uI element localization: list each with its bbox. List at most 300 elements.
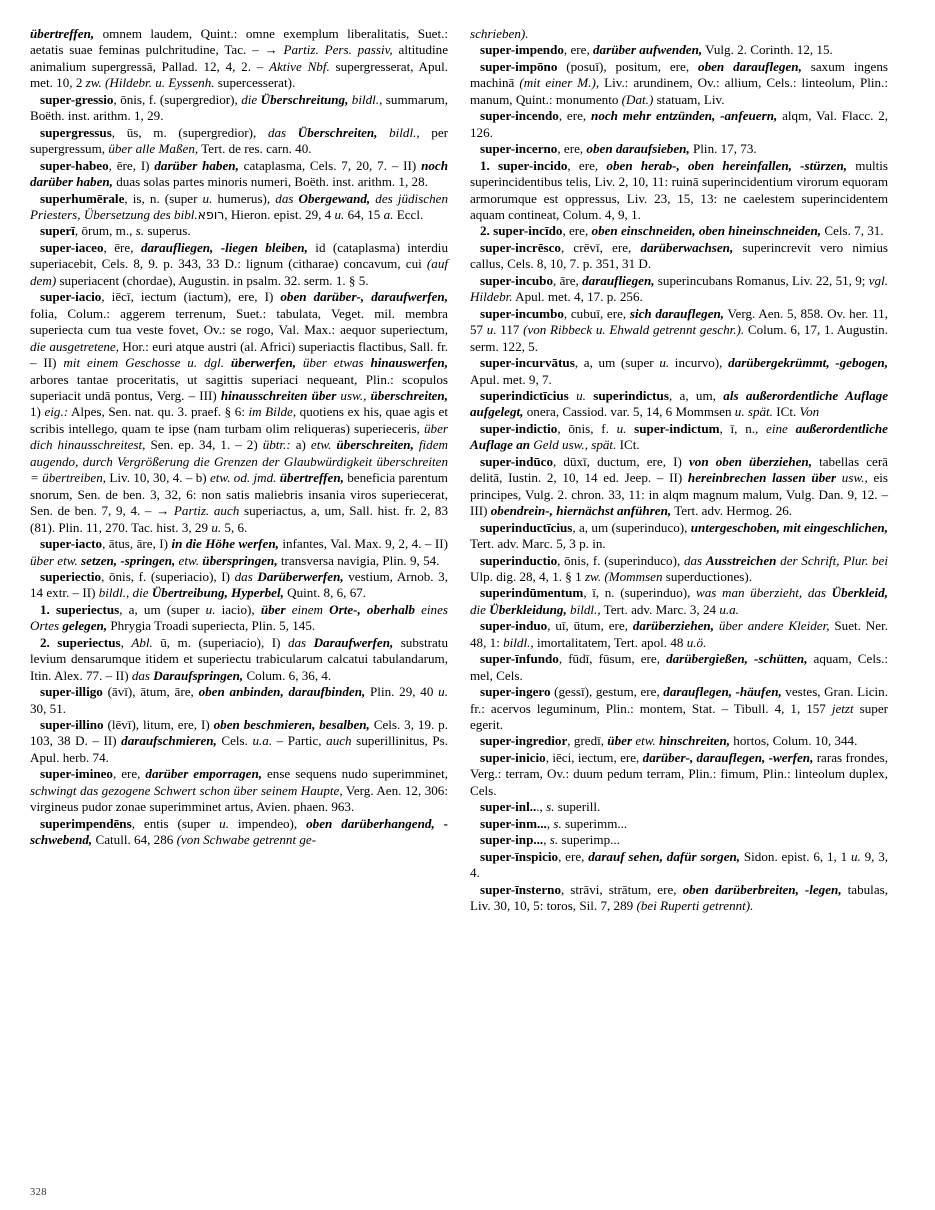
german-gloss: Überkleidung, <box>489 601 567 617</box>
latin-text: Verg. Aen. 5, 858. Ov. her. 11, 57 <box>470 305 889 338</box>
latin-text: hortos, Colum. 10, 344. <box>730 733 858 749</box>
german-gloss: übertreffen, <box>279 470 344 486</box>
german-gloss: oben beschmieren, besalben, <box>213 717 370 733</box>
italic-note: u. <box>659 355 670 371</box>
german-gloss: Übertreibung, Hyperbel, <box>151 585 284 601</box>
dictionary-entry <box>30 191 448 224</box>
german-gloss: Ausstreichen <box>705 552 781 568</box>
latin-text: saxum ingens machinā <box>470 58 889 91</box>
dictionary-entry <box>30 240 448 289</box>
italic-note: die <box>470 601 490 617</box>
latin-text: , <box>120 634 132 650</box>
italic-note: u.a. <box>719 601 739 617</box>
german-gloss: über <box>607 733 636 749</box>
headword: super-gressio <box>40 91 114 107</box>
latin-text: , ōnis, f. <box>557 420 617 436</box>
latin-text: , ere, <box>567 157 607 173</box>
latin-text: Plin. 17, 73. <box>689 141 757 157</box>
latin-text: Hor.: euri atque austri (al. Africi) superiactis flactibus, Sall. fr. – II) <box>30 338 448 371</box>
italic-note: das <box>275 190 299 206</box>
headword: super-indūco <box>480 453 553 469</box>
latin-text: supercesserat). <box>214 75 296 91</box>
latin-text: – Partic, <box>272 733 327 749</box>
latin-text: , ere, <box>558 108 592 124</box>
italic-note: u. <box>576 387 586 403</box>
italic-note: zw. (Mommsen <box>584 568 663 584</box>
latin-text: Eccl. <box>393 206 424 222</box>
headword: superindūmentum <box>480 585 584 601</box>
italic-note: Von <box>799 404 820 420</box>
german-gloss: darüberziehen, <box>632 618 714 634</box>
italic-note: bildl., die <box>98 585 152 601</box>
dictionary-entry <box>30 92 448 125</box>
headword: super-incurvātus <box>480 355 575 371</box>
dictionary-entry <box>470 849 888 882</box>
latin-text: ense sequens nudo superimminet, <box>262 766 448 782</box>
italic-note: bildl., <box>348 91 383 107</box>
latin-text: , ī, n., <box>719 420 767 436</box>
headword: superindictīcius <box>480 387 569 403</box>
italic-note: u. <box>219 815 229 831</box>
latin-text: omnem laudem, Quint.: omne exemplum liberalitatis, Suet.: aetatis suae feminas pulchritudine, Tac. – → <box>30 26 448 58</box>
latin-text: superincrevit vero nimius callus, Cels. 8, 10, 7. p. 351, 31 D. <box>470 239 888 272</box>
latin-text: altitudine animalium supergressā, Pallad. 12, 4, 2. – <box>30 42 449 74</box>
german-gloss: obendrein-, hiernächst anführen, <box>490 503 672 519</box>
dictionary-entry <box>470 651 888 684</box>
latin-text: vestium, Arnob. 3, 14 extr. – II) <box>30 568 448 601</box>
latin-text: cataplasma, Cels. 7, 20, 7. – II) <box>238 157 422 173</box>
latin-text: ū, m. (superiacio), I) <box>152 634 288 650</box>
latin-text: Apul. met. 9, 7. <box>470 371 552 387</box>
italic-note: über etw. <box>30 552 82 568</box>
dictionary-entry <box>470 421 888 454</box>
headword: superī <box>40 223 75 239</box>
italic-note: (Dat.) <box>621 91 654 107</box>
dictionary-entry <box>470 42 888 58</box>
dictionary-entry <box>470 141 888 157</box>
latin-text: onera, Cassiod. var. 5, 14, 6 Mommsen <box>523 404 735 420</box>
dictionary-entry <box>470 882 888 915</box>
german-gloss: Orte-, oberhalb <box>329 601 422 617</box>
italic-note: s. <box>553 815 562 831</box>
italic-note: der Schrift, Plur. bei <box>780 552 888 568</box>
latin-text <box>569 388 576 403</box>
headword: super-habeo <box>40 157 109 173</box>
italic-note: die <box>241 91 261 107</box>
dictionary-entry <box>470 223 888 239</box>
headword: superhumērale <box>40 190 125 206</box>
dictionary-entry <box>470 306 888 355</box>
hebrew-word: רופא <box>197 206 225 222</box>
two-column-layout <box>30 26 905 914</box>
italic-note: u. <box>334 206 345 222</box>
latin-text: , a, um, <box>668 387 724 403</box>
german-gloss: gelegen, <box>62 618 108 634</box>
italic-note: was man überzieht, das <box>696 585 832 601</box>
headword: super-impendo <box>480 42 564 58</box>
latin-text: 5, 6. <box>221 519 248 535</box>
german-gloss: überspringen, <box>202 552 278 568</box>
page-number: 328 <box>30 1187 47 1198</box>
headword: 1. super-incido <box>480 157 568 173</box>
german-gloss: sich darauflegen, <box>629 305 725 321</box>
latin-text: 9, 3, 4. <box>470 848 889 881</box>
italic-note: fidem augendo, durch Vergrößerung die Grenzen der Glaubwürdigkeit überschreiten = übertreiben, <box>30 437 448 486</box>
italic-note: s. <box>546 799 555 815</box>
latin-text: folia, Colum.: aggerem terrenum, Suet.: tabulata, Veget. mil. membra superiecta cum tua veste fovet, Ov.: se rogo, Val. Max.: aequor superiectum, <box>30 305 448 338</box>
italic-note: u. <box>211 519 222 535</box>
italic-note: Geld usw., spät. <box>533 437 617 453</box>
latin-text: imortalitatem, Tert. apol. 48 <box>533 634 687 650</box>
latin-text: Cels. <box>216 733 253 749</box>
italic-note: usw., <box>841 470 868 486</box>
dictionary-entry <box>470 832 888 848</box>
italic-note: u. spät. <box>734 404 773 420</box>
german-gloss: darüberwachsen, <box>640 239 734 255</box>
dictionary-entry <box>470 388 888 421</box>
headword: superinductio <box>480 552 558 568</box>
right-text-column <box>470 26 888 914</box>
dictionary-entry <box>470 585 888 618</box>
german-gloss: darübergießen, -schütten, <box>666 651 808 667</box>
italic-note: eine <box>766 420 796 436</box>
latin-text: , ere, <box>563 42 593 58</box>
latin-text: humerus), <box>212 190 276 206</box>
italic-note: das <box>683 552 706 568</box>
german-gloss: darauf sehen, dafür sorgen, <box>588 848 741 864</box>
italic-note: u. <box>205 601 216 617</box>
headword: super-illigo <box>40 684 103 700</box>
german-gloss: oben einschneiden, oben hineinschneiden, <box>591 223 822 239</box>
latin-text: , ātus, āre, I) <box>102 536 172 552</box>
dictionary-entry <box>30 684 448 717</box>
german-gloss: Daraufspringen, <box>153 667 244 683</box>
headword: super-iacto <box>40 536 103 552</box>
dictionary-entry <box>30 635 448 684</box>
headword: super-incendo <box>480 108 559 124</box>
latin-text: superimm... <box>561 815 628 831</box>
italic-note: usw., <box>340 387 371 403</box>
headword: superimpendēns <box>40 815 132 831</box>
italic-note: u. <box>486 322 497 338</box>
headword: super-illino <box>40 717 104 733</box>
german-gloss: Darüberwerfen, <box>257 568 344 584</box>
german-gloss: hereinbrechen lassen über <box>687 470 842 486</box>
dictionary-entry <box>30 816 448 849</box>
latin-text: , gredī, <box>567 733 608 749</box>
latin-text: superductiones). <box>662 568 752 584</box>
latin-text: , is, n. (super <box>124 190 203 206</box>
latin-text: ., <box>536 799 547 815</box>
italic-note: bildl., <box>377 124 420 140</box>
headword: super-indictio <box>480 420 558 436</box>
italic-note: eig.: <box>44 404 69 420</box>
latin-text: id (cataplasma) interdiu superiacebit, Cels. 8, 9. p. 343, 33 D.: lignum (citharae) concavum, cui <box>30 239 448 272</box>
headword: supergressus <box>40 124 112 140</box>
latin-text: Plin. 29, 40 <box>365 684 439 700</box>
italic-note: u. <box>202 190 213 206</box>
dictionary-entry <box>30 289 448 536</box>
german-gloss: oben herab-, oben hereinfallen, -stürzen, <box>606 157 848 173</box>
latin-text: tabellas cerā delitā, Iustin. 2, 10, 14 ed. Jeep. – II) <box>470 453 888 486</box>
german-gloss: Obergewand, <box>298 190 371 206</box>
latin-text: multis superincidentibus telis, Liv. 2, 10, 11: ruinā superincidentium virorum equoram armorumque est oppressus, Liv. 23, 15, 13: ne caelestem superincidentem aquam contineat, Colum. 4, 9, 1. <box>470 157 889 222</box>
german-gloss: Überschreitung, <box>260 91 349 107</box>
headword: super-inicio <box>480 749 546 765</box>
latin-text: Tert. de res. carn. 40. <box>198 141 312 157</box>
latin-text: , entis (super <box>131 815 220 831</box>
dictionary-entry <box>30 26 448 92</box>
latin-text: , <box>543 832 550 848</box>
german-gloss: oben daraufsieben, <box>586 141 690 157</box>
italic-note: über dich hinausschreitest, <box>30 420 448 453</box>
latin-text: , Hieron. epist. 29, 4 <box>224 206 335 222</box>
italic-note: Aktive Nbf. <box>269 58 330 74</box>
latin-text: , crēvī, ere, <box>560 239 641 255</box>
dictionary-entry <box>30 602 448 635</box>
german-gloss: überschreiten, <box>370 387 448 403</box>
latin-text: Colum. 6, 17, 1. Augustin. serm. 122, 5. <box>470 322 888 354</box>
latin-text: alqm, Val. Flacc. 2, 126. <box>470 108 889 140</box>
latin-text: quotiens ex his, quae agis et scribis intellego, quam te ipse (nam turbam olim reliqueras) superieceris, <box>30 404 448 436</box>
latin-text: Tert. adv. Marc. 5, 3 p. in. <box>470 536 606 552</box>
dictionary-entry <box>30 766 448 815</box>
latin-text: , a, um (super <box>119 601 206 617</box>
latin-text: Alpes, Sen. nat. qu. 3. praef. § 6: <box>68 404 249 420</box>
latin-text: , a, um (super <box>574 355 660 371</box>
headword: 2. superiectus <box>40 634 121 650</box>
german-gloss: oben darauflegen, <box>698 58 802 74</box>
italic-note: die ausgetretene, <box>30 338 120 354</box>
latin-text: superimp... <box>558 832 620 848</box>
german-gloss: von oben überziehen, <box>688 453 812 469</box>
latin-text: 64, 15 <box>344 206 384 222</box>
latin-text: , uī, ūtum, ere, <box>547 618 633 634</box>
latin-text: , ōrum, m., <box>74 223 136 239</box>
italic-note: schrieben). <box>470 26 529 41</box>
dictionary-entry <box>30 223 448 239</box>
headword: super-imineo <box>40 766 113 782</box>
italic-note: a. <box>383 206 394 222</box>
german-gloss: darüber aufwenden, <box>593 42 703 58</box>
headword: super-inm... <box>480 815 547 831</box>
latin-text: 30, 51. <box>30 700 67 716</box>
headword: super-incubo <box>480 272 553 288</box>
latin-text: transversa navigia, Plin. 9, 54. <box>277 552 440 568</box>
dictionary-entry <box>470 553 888 586</box>
headword: super-īnsterno <box>480 881 561 897</box>
dictionary-entry <box>30 717 448 766</box>
latin-text: eis principes, Vulg. 2. chron. 33, 11: in alqm magnum malum, Vulg. Dan. 9, 12. – III) <box>470 470 889 519</box>
italic-note: übtr.: <box>262 437 291 453</box>
latin-text: superus. <box>144 223 191 239</box>
german-gloss: daraufliegen, -liegen bleiben, <box>140 239 308 255</box>
italic-note: (bei Ruperti getrennt). <box>636 898 754 914</box>
german-gloss: darüber-, darauflegen, -werfen, <box>642 749 814 765</box>
latin-text: ICt. <box>616 437 640 453</box>
headword: super-iaceo <box>40 239 104 255</box>
latin-text: , cubuī, ere, <box>563 305 630 321</box>
german-gloss: daraufliegen, <box>582 272 655 288</box>
dictionary-entry <box>470 108 888 141</box>
italic-note: über andere Kleider, <box>713 618 830 634</box>
german-gloss: Daraufwerfen, <box>313 634 394 650</box>
dictionary-entry <box>470 26 888 42</box>
left-text-column <box>30 26 448 849</box>
latin-text: Sidon. epist. 6, 1, 1 <box>740 848 851 864</box>
latin-text: , fūdī, fūsum, ere, <box>558 651 667 667</box>
german-gloss: außerordentliche Auflage an <box>470 420 888 453</box>
german-gloss: oben darüber-, daraufwerfen, <box>280 289 448 305</box>
dictionary-entry <box>470 750 888 799</box>
latin-text: , iēci, iectum, ere, <box>545 749 643 765</box>
latin-text: per supergressum, <box>30 124 449 157</box>
latin-text: infantes, Val. Max. 9, 2, 4. – II) <box>278 536 448 552</box>
headword: 1. superiectus <box>40 601 120 617</box>
italic-note: Partiz. Pers. passiv, <box>283 42 393 58</box>
italic-note: vgl. Hildebr. <box>470 272 889 305</box>
latin-text: tabulas, Liv. 30, 10, 5: toros, Sil. 7, 289 <box>470 881 889 914</box>
latin-text: superiactus, a, um, Sall. hist. fr. 2, 83 (81). Plin. 11, 270. Tac. hist. 3, 29 <box>30 503 448 535</box>
dictionary-entry <box>470 520 888 553</box>
latin-text: superiacent (chordae), Augustin. in psalm. 32. serm. 1. § 5. <box>56 272 369 288</box>
german-gloss: setzen, -springen, <box>81 552 176 568</box>
latin-text: ICt. <box>772 404 800 420</box>
latin-text: Catull. 64, 286 <box>92 832 177 848</box>
italic-note: des jüdischen Priesters, Übersetzung des bibl. <box>30 190 449 222</box>
dictionary-entry <box>470 240 888 273</box>
latin-text: , strāvi, strātum, ere, <box>561 881 683 897</box>
german-gloss: hinauswerfen, <box>370 355 448 371</box>
latin-text: , ere, <box>562 223 592 239</box>
dictionary-entry <box>470 355 888 388</box>
german-gloss: in die Höhe werfen, <box>171 536 279 552</box>
latin-text: supergresserat, Apul. met. 10, 2 <box>30 58 448 91</box>
latin-text: , dūxī, ductum, ere, I) <box>553 453 689 469</box>
latin-text: Colum. 6, 36, 4. <box>243 667 332 683</box>
latin-text: superillinitus, Ps. Apul. herb. 74. <box>30 733 449 765</box>
headword: super-ingredior <box>480 733 568 749</box>
dictionary-entry <box>470 816 888 832</box>
italic-note: (von Schwabe getrennt ge- <box>176 832 317 848</box>
german-gloss: hinausschreiten über <box>220 387 341 403</box>
italic-note: etw. od. jmd. <box>209 470 280 486</box>
dictionary-entry <box>470 59 888 108</box>
italic-note: zw. (Hildebr. u. Eyssenh. <box>85 75 215 91</box>
latin-text: , ūs, m. (supergredior), <box>111 124 268 140</box>
headword: super-incerno <box>480 141 558 157</box>
dictionary-entry <box>470 618 888 651</box>
italic-note: (auf dem) <box>30 256 448 288</box>
italic-note: (von Ribbeck u. Ehwald getrennt geschr.). <box>523 322 745 338</box>
dictionary-entry <box>30 536 448 569</box>
latin-text: incurvo), <box>669 355 729 371</box>
latin-text: Cels. 3, 19. p. 103, 38 D. – II) <box>30 717 448 749</box>
headword: super-incumbo <box>480 305 564 321</box>
german-gloss: Überschreiten, <box>297 124 378 140</box>
italic-note: s. <box>549 832 559 848</box>
italic-note: das <box>131 667 154 683</box>
latin-text: 1) <box>30 404 45 420</box>
latin-text: Phrygia Troadi superiecta, Plin. 5, 145. <box>107 618 316 634</box>
italic-note: u.ö. <box>686 634 707 650</box>
italic-note: schwingt das gezogene Schwert schon über seinem Haupte, <box>30 782 343 798</box>
latin-text: , ere, <box>558 848 589 864</box>
latin-text: 117 <box>496 322 524 338</box>
latin-text: , ōnis, f. (supergredior), <box>113 91 242 107</box>
headword: super-indictum <box>634 420 720 436</box>
german-gloss: darübergekrümmt, -gebogen, <box>728 355 888 371</box>
latin-text: , ere, <box>557 141 587 157</box>
headword: super-incrēsco <box>480 239 561 255</box>
latin-text: vestes, Gran. Licin. fr.: acervos leguminum, Plin.: montem, Stat. – Tibull. 4, 1, 157 <box>470 684 888 716</box>
latin-text: Cels. 7, 31. <box>821 223 884 239</box>
latin-text: superincubans Romanus, Liv. 22, 51, 9; <box>654 272 869 288</box>
latin-text: a) <box>290 437 311 453</box>
latin-text: Liv.: arundinem, Ov.: allium, Cels.: linteolum, Plin.: manum, Quint.: monumento <box>470 75 889 107</box>
italic-note: über alle Maßen, <box>108 141 199 157</box>
latin-text: substratu levium densarumque itidem et superiectu trabicularum calcatui tabulandarum, Itin. Alex. 77. – II) <box>30 634 448 683</box>
latin-text: , ēre, I) <box>108 157 155 173</box>
dictionary-entry <box>30 158 448 191</box>
german-gloss: als außerordentliche Auflage aufgelegt, <box>470 387 889 420</box>
latin-text: (āvī), ātum, āre, <box>102 684 199 700</box>
italic-note: s. <box>135 223 145 239</box>
dictionary-entry <box>470 733 888 749</box>
italic-note: etw. <box>175 552 203 568</box>
latin-text: impendeo), <box>229 815 307 831</box>
latin-text: Tert. adv. Hermog. 26. <box>671 503 793 519</box>
latin-text: , ere, <box>112 766 146 782</box>
latin-text: Suet. Ner. 48, 1: <box>470 618 888 650</box>
italic-note: jetzt <box>831 700 854 716</box>
german-gloss: daraufschmieren, <box>121 733 217 749</box>
italic-note: bildl., <box>503 634 534 650</box>
headword: super-ingero <box>480 684 551 700</box>
latin-text: iacio), <box>215 601 261 617</box>
latin-text: , ī, n. (superinduo), <box>583 585 697 601</box>
dictionary-entry <box>470 273 888 306</box>
italic-note: einem <box>291 601 330 617</box>
dictionary-entry <box>470 158 888 224</box>
latin-text: (posuī), positum, ere, <box>557 58 699 74</box>
german-gloss: oben darüberbreiten, -legen, <box>682 881 842 897</box>
latin-text: , ōnis, f. (superinduco), <box>557 552 684 568</box>
latin-text: superill. <box>554 799 601 815</box>
german-gloss: noch mehr entzünden, -anfeuern, <box>591 108 778 124</box>
latin-text: , ōnis, f. (superiacio), I) <box>101 568 235 584</box>
latin-text: Verg. Aen. 12, 306: virgineus pudor zonae superimminet artus, Avien. phaen. 963. <box>30 782 448 815</box>
german-gloss: darüber haben, <box>154 157 239 173</box>
italic-note: etw. <box>635 733 660 749</box>
latin-text: Ulp. dig. 28, 4, 1. § 1 <box>470 568 585 584</box>
latin-text: summarum, Boëth. inst. arithm. 1, 29. <box>30 91 449 124</box>
headword: super-īnspicio <box>480 848 559 864</box>
dictionary-entry <box>470 799 888 815</box>
german-gloss: darüber emporragen, <box>145 766 263 782</box>
dictionary-entry <box>30 569 448 602</box>
latin-text: Vulg. 2. Corinth. 12, 15. <box>702 42 833 58</box>
german-gloss: überschreiten, <box>336 437 414 453</box>
latin-text: statuam, Liv. <box>653 91 725 107</box>
italic-note: im Bilde, <box>248 404 297 420</box>
latin-text: super egerit. <box>470 700 888 733</box>
latin-text: , āre, <box>553 272 583 288</box>
italic-note: eines Ortes <box>30 601 448 634</box>
german-gloss: Überkleid, <box>831 585 889 601</box>
headword: super-īnfundo <box>480 651 559 667</box>
german-gloss: übertreffen, <box>30 26 95 41</box>
